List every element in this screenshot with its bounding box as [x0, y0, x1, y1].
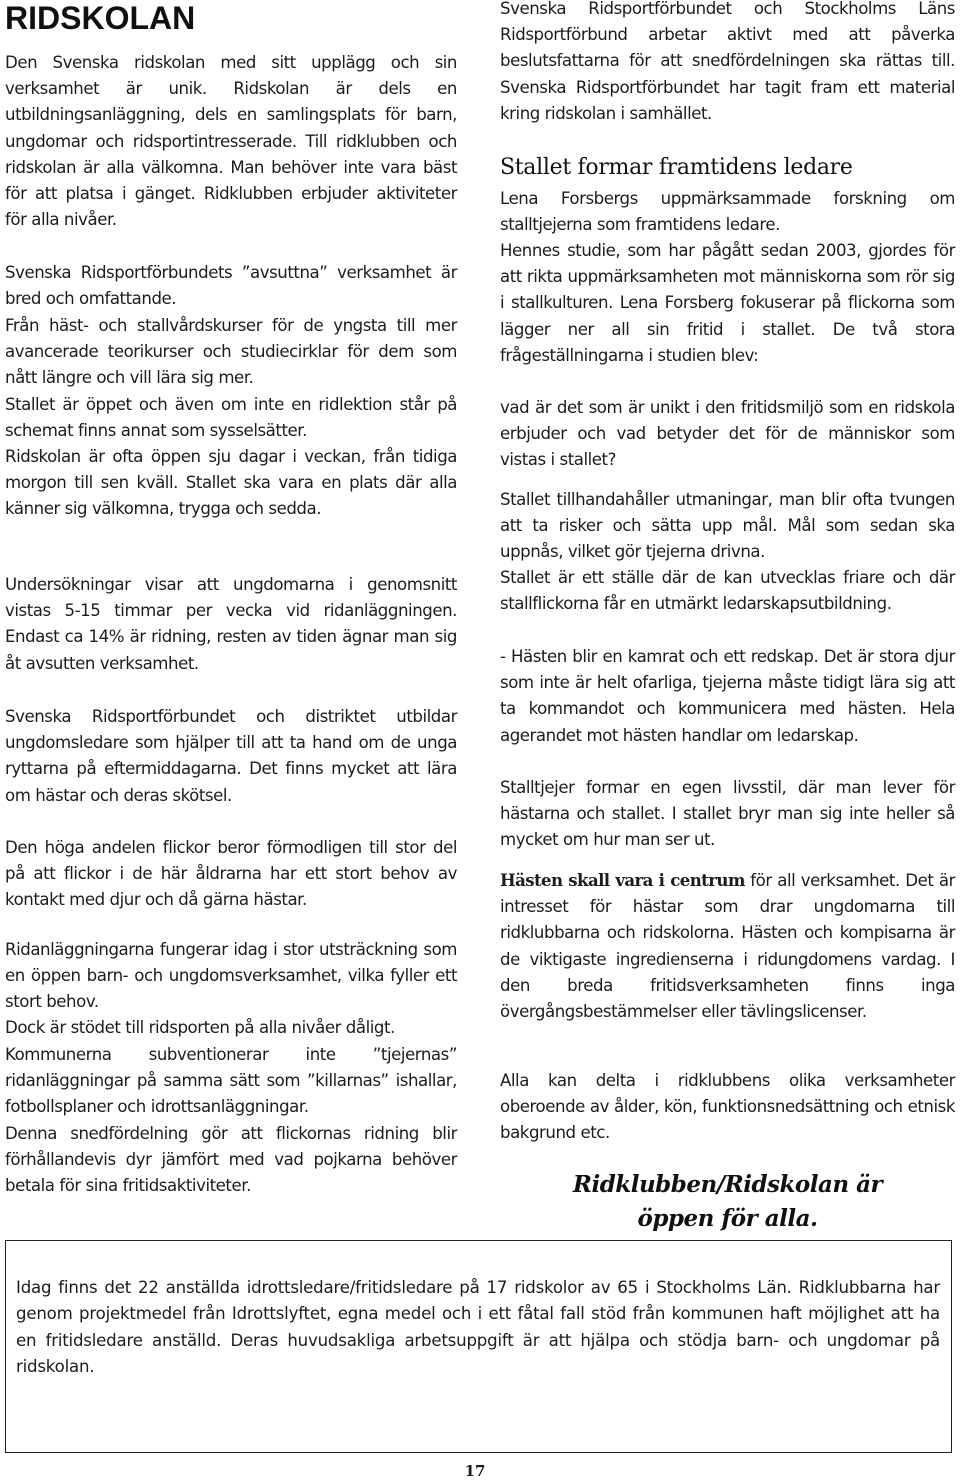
paragraph: Alla kan delta i ridklubbens olika verksamheter oberoende av ålder, kön, funktionsnedsättning och etnisk bakgrund etc. [500, 1071, 955, 1143]
info-box-text: Idag finns det 22 anställda idrottsledare/fritidsledare på 17 ridskolor av 65 i Stockholms Län. Ridklubbarna har genom projektmedel från Idrottslyftet, egna medel och i ett fåtal fall stöd från kommunen haft möjlighet att ha en fritidsledare anställd. Deras huvudsakliga arbetsuppgift är att hjälpa och stödja barn- och ungdomar på ridskolan. [16, 1278, 940, 1376]
paragraph [500, 867, 955, 1025]
paragraph: Stallet är ett ställe där de kan utvecklas friare och där stallflickorna får en utmärkt ledarskapsutbildning. [500, 568, 955, 614]
paragraph: Från häst- och stallvårdskurser för de yngsta till mer avancerade teorikurser och studiecirklar för dem som nått längre och vill lära sig mer. [5, 316, 457, 388]
paragraph: - Hästen blir en kamrat och ett redskap. Det är stora djur som inte är helt ofarliga, tjejerna måste tidigt lära sig att ta kommandot och kommunicera med hästen. Hela agerandet mot hästen handlar om ledarskap. [500, 647, 955, 745]
info-box [5, 1240, 952, 1453]
paragraph: Lena Forsbergs uppmärksammade forskning om stalltjejerna som framtidens ledare. [500, 189, 955, 235]
paragraph: Kommunerna subventionerar inte ”tjejernas” ridanläggningar på samma sätt som ”killarnas” ishallar, fotbollsplaner och idrottsanläggningar. [5, 1045, 457, 1117]
paragraph: vad är det som är unikt i den fritidsmiljö som en ridskola erbjuder och vad betyder det för de människor som vistas i stallet? [500, 398, 955, 470]
paragraph: Ridskolan är ofta öppen sju dagar i veckan, från tidiga morgon till sen kväll. Stallet ska vara en plats där alla känner sig välkomna, trygga och sedda. [5, 447, 457, 519]
paragraph: Dock är stödet till ridsporten på alla nivåer dåligt. [5, 1018, 395, 1037]
paragraph: Den höga andelen flickor beror förmodligen till stor del på att flickor i de här åldrarna har ett stort behov av kontakt med djur och då gärna hästar. [5, 838, 457, 910]
slogan [500, 1168, 955, 1236]
paragraph: Denna snedfördelning gör att flickornas ridning blir förhållandevis dyr jämfört med vad pojkarna behöver betala för sina fritidsaktiviteter. [5, 1124, 457, 1196]
paragraph: Svenska Ridsportförbundet och distriktet utbildar ungdomsledare som hjälper till att ta hand om de unga ryttarna på eftermiddagarna. Det finns mycket att lära om hästar och deras skötsel. [5, 707, 457, 805]
paragraph: Svenska Ridsportförbundet och Stockholms Läns Ridsportförbund arbetar aktivt med att påverka beslutsfattarna för att snedfördelningen ska rättas till. Svenska Ridsportförbundet har tagit fram ett material kring ridskolan i samhället. [500, 0, 955, 123]
paragraph: Ridanläggningarna fungerar idag i stor utsträckning som en öppen barn- och ungdomsverksamhet, vilka fyller ett stort behov. [5, 940, 457, 1012]
slogan-line: Ridklubben/Ridskolan är [572, 1171, 883, 1198]
paragraph: Stalltjejer formar en egen livsstil, där man lever för hästarna och stallet. I stallet bryr man sig inte heller så mycket om hur man ser ut. [500, 778, 955, 850]
paragraph: Stallet tillhandahåller utmaningar, man blir ofta tvungen att ta risker och sätta upp mål. Mål som sedan ska uppnås, vilket gör tjejerna drivna. [500, 490, 955, 562]
section-heading: Stallet formar framtidens ledare [500, 155, 853, 180]
page-title: RIDSKOLAN [5, 0, 196, 36]
paragraph: Stallet är öppet och även om inte en ridlektion står på schemat finns annat som sysselsätter. [5, 395, 457, 441]
page-number: 17 [464, 1462, 486, 1480]
paragraph: Hennes studie, som har pågått sedan 2003, gjordes för att rikta uppmärksamheten mot människorna som rör sig i stallkulturen. Lena Forsberg fokuserar på flickorna som lägger ner all sin fritid i stallet. De två stora frågeställningarna i studien blev: [500, 241, 955, 365]
paragraph: Svenska Ridsportförbundets ”avsuttna” verksamhet är bred och omfattande. [5, 263, 457, 309]
paragraph: Undersökningar visar att ungdomarna i genomsnitt vistas 5-15 timmar per vecka vid ridanläggningen. Endast ca 14% är ridning, resten av tiden ägnar man sig åt avsutten verksamhet. [5, 575, 457, 673]
slogan-line: öppen för alla. [637, 1205, 818, 1232]
paragraph: Den Svenska ridskolan med sitt upplägg och sin verksamhet är unik. Ridskolan är dels en utbildningsanläggning, dels en samlingsplats för barn, ungdomar och ridsportintresserade. Till ridklubben och ridskolan är alla välkomna. Man behöver inte vara bäst för att platsa i gänget. Ridklubben erbjuder aktiviteter för alla nivåer. [5, 53, 457, 230]
paragraph-rest: för all verksamhet. Det är intresset för hästar som drar ungdomarna till ridklubbarna och ridskolorna. Hästen och kompisarna är de viktigaste ingredienserna i ridungdomens vardag. I den breda fritidsverksamheten finns inga övergångsbestämmelser eller tävlingslicenser. [500, 871, 955, 1022]
bold-lead: Hästen skall vara i centrum [500, 870, 745, 890]
